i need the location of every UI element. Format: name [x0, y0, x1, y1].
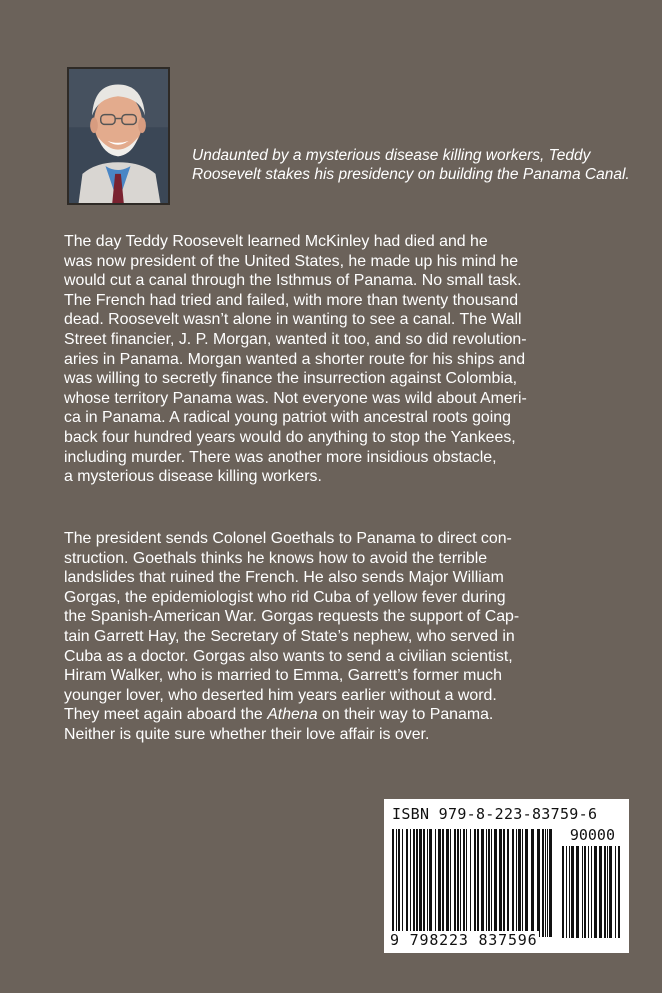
barcode-bar	[531, 829, 534, 937]
isbn-barcode	[384, 799, 629, 953]
barcode-bar	[406, 829, 408, 937]
barcode-bar	[460, 829, 461, 937]
description-paragraph-2	[64, 529, 624, 745]
barcode-bar	[446, 829, 449, 937]
barcode-bar	[604, 846, 606, 938]
barcode-bar	[442, 829, 444, 937]
barcode-bar	[525, 829, 528, 937]
barcode-bar	[438, 829, 441, 937]
barcode-bar	[463, 829, 465, 937]
barcode-bar	[491, 829, 492, 937]
barcode-bar	[562, 846, 564, 938]
barcode-bars-addon	[562, 846, 620, 938]
ship-name-athena: Athena	[267, 706, 318, 724]
barcode-bar	[594, 846, 597, 938]
price-code: 90000	[569, 826, 615, 844]
barcode-bar	[569, 846, 570, 938]
author-photo	[67, 67, 170, 205]
barcode-bar	[392, 829, 394, 937]
barcode-bar	[503, 829, 505, 937]
isbn-label: ISBN 979-8-223-83759-6	[392, 805, 598, 823]
barcode-bar	[615, 846, 616, 938]
barcode-bar	[512, 829, 514, 937]
barcode-bar	[588, 846, 589, 938]
barcode-bar	[518, 829, 521, 937]
paragraph-2-text-start: The president sends Colonel Goethals to Panama to direct con- struction. Goethals thinks he knows how to avoid the terrible landslides that ruined the French. He also sends Major William Gorgas, the epidemiologist who rid Cuba of yellow fever during the Spanish-American War. Gorgas requests the support of Cap- tain Garrett Hay, the Secretary of State’s nephew, who served in Cuba as a doctor. Gorgas also wants to send a civilian scientist, Hiram Walker, who is married to Emma, Garrett’s former much younger lover, who deserted him years earlier without a word. They meet again aboard the	[64, 530, 520, 724]
barcode-bar	[457, 829, 459, 937]
barcode-bar	[547, 829, 548, 937]
barcode-bar	[398, 829, 400, 937]
barcode-bar	[494, 829, 497, 937]
barcode-bar	[522, 829, 523, 937]
barcode-bar	[516, 829, 517, 937]
barcode-bar	[470, 829, 471, 937]
paragraph-2-text-end: on their way to Panama. Neither is quite sure whether their love affair is over.	[64, 706, 494, 743]
barcode-bar	[609, 846, 612, 938]
barcode-bar	[499, 829, 502, 937]
barcode-bar	[618, 846, 620, 938]
barcode-bar	[423, 829, 425, 937]
barcode-bar	[549, 829, 552, 937]
barcode-bar	[486, 829, 487, 937]
barcode-bar	[571, 846, 574, 938]
barcode-bar	[488, 829, 490, 937]
barcode-bar	[416, 829, 418, 937]
barcode-bar	[607, 846, 608, 938]
barcode-bar	[429, 829, 432, 937]
ean-digits: 9 798223 837596	[390, 931, 538, 949]
description-paragraph-1: The day Teddy Roosevelt learned McKinley had died and he was now president of the United States, he made up his mind he would cut a canal through the Isthmus of Panama. No small task. The French had tried and failed, with more than twenty thousand dead. Roosevelt wasn’t alone in wanting to see a canal. The Wall Street financier, J. P. Morgan, wanted it too, and so did revolution- aries in Panama. Morgan wanted a shorter route for his ships and was willing to secretly finance the insurrection against Colombia, whose territory Panama was. Not everyone was wild about Ameri- ca in Panama. A radical young patriot with ancestral roots going back four hundred years would do anything to stop the Yankees, including murder. There was another more insidious obstacle, a mysterious disease killing workers.	[64, 233, 527, 486]
barcode-bar	[454, 829, 456, 937]
barcode-bar	[542, 829, 544, 937]
barcode-bars-main	[392, 829, 554, 937]
barcode-bar	[507, 829, 509, 937]
barcode-bar	[435, 829, 436, 937]
barcode-bar	[566, 846, 567, 938]
barcode-bar	[466, 829, 467, 937]
barcode-bar	[477, 829, 479, 937]
barcode-bar	[545, 829, 546, 937]
barcode-bar	[537, 829, 540, 937]
barcode-bar	[584, 846, 586, 938]
barcode-bar	[402, 829, 403, 937]
barcode-bar	[599, 846, 602, 938]
barcode-bar	[582, 846, 583, 938]
barcode-bar	[427, 829, 428, 937]
barcode-bar	[481, 829, 484, 937]
barcode-bar	[410, 829, 411, 937]
barcode-bar	[450, 829, 451, 937]
barcode-bar	[419, 829, 422, 937]
barcode-bar	[413, 829, 415, 937]
barcode-bar	[576, 846, 579, 938]
barcode-bar	[591, 846, 592, 938]
barcode-bar	[474, 829, 476, 937]
barcode-bar	[396, 829, 397, 937]
tagline: Undaunted by a mysterious disease killing workers, Teddy Roosevelt stakes his presidency on building the Panama Canal.	[192, 147, 630, 183]
